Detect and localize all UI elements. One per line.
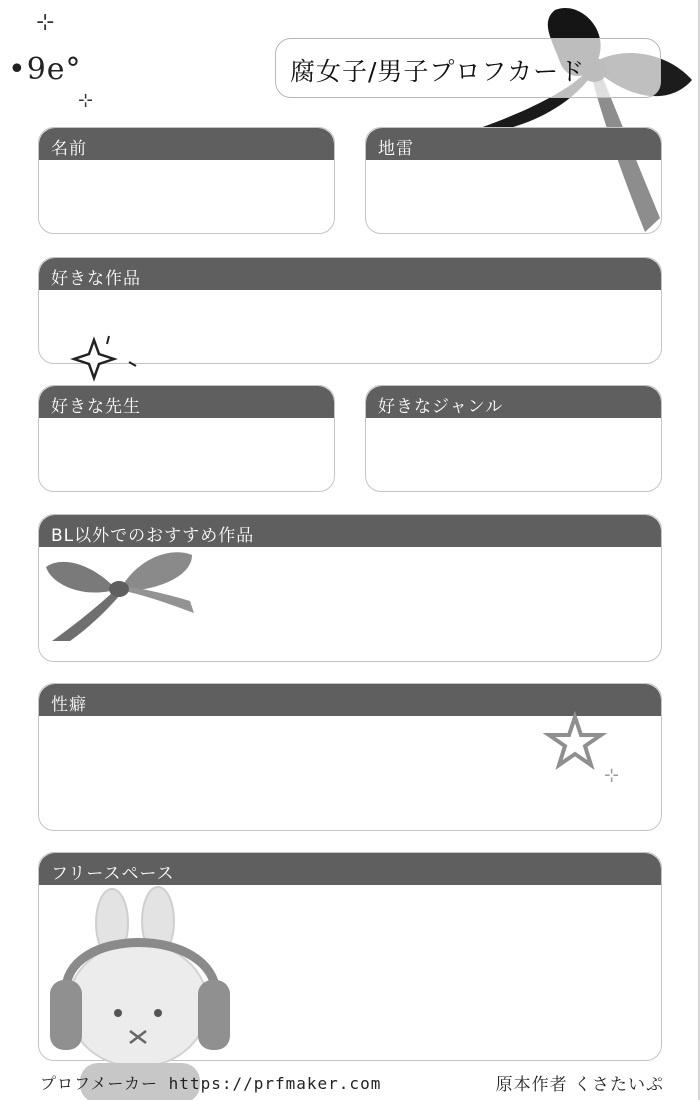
sparkle-icon: ⊹ — [36, 10, 55, 35]
card-favorite-genres — [365, 385, 662, 492]
star-icon — [548, 714, 608, 770]
bunny-plush-icon — [40, 885, 240, 1100]
name-field[interactable] — [39, 160, 334, 234]
maker-credit: プロフメーカー https://prfmaker.com — [40, 1074, 382, 1093]
sparkle-icon: ⊹ — [604, 765, 620, 786]
card-label: 地雷 — [366, 128, 661, 160]
card-label: 好きなジャンル — [366, 386, 661, 418]
page-title: 腐女子/男子プロフカード — [290, 57, 586, 86]
landmine-field[interactable] — [366, 160, 661, 234]
card-label: 好きな先生 — [39, 386, 334, 418]
favorite-creators-field[interactable] — [39, 418, 334, 492]
card-label: 性癖 — [39, 684, 661, 716]
card-label: 好きな作品 — [39, 258, 661, 290]
decorative-text: •9e° — [8, 52, 82, 87]
card-label: BL以外でのおすすめ作品 — [39, 515, 661, 547]
sparkle-icon — [74, 334, 144, 384]
card-name — [38, 127, 335, 234]
card-label: フリースペース — [39, 853, 661, 885]
title-box — [275, 38, 661, 98]
card-label: 名前 — [39, 128, 334, 160]
favorite-genres-field[interactable] — [366, 418, 661, 492]
author-credit: 原本作者 くさたいぷ — [495, 1075, 664, 1095]
card-favorite-creators — [38, 385, 335, 492]
ribbon-icon — [42, 545, 202, 645]
sparkle-icon: ⊹ — [78, 90, 94, 111]
card-landmine — [365, 127, 662, 234]
